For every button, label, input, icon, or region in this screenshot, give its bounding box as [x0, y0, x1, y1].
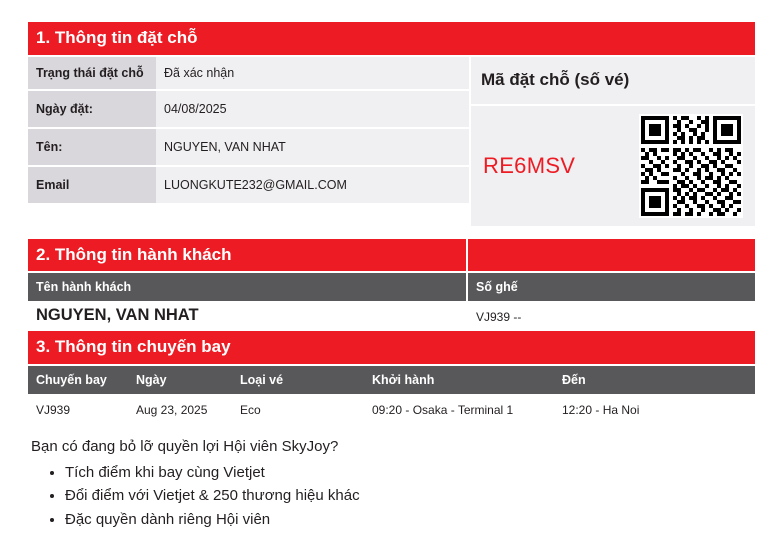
pnr-code: RE6MSV [483, 152, 576, 178]
table-row [28, 394, 755, 424]
list-item: • Đổi điểm với Vietjet & 250 thương hiệu khác [65, 484, 755, 508]
table-row [28, 57, 469, 91]
booking-details-table [28, 57, 469, 226]
date-column-header: Ngày [128, 366, 232, 394]
booking-name-value: NGUYEN, VAN NHAT [156, 129, 469, 165]
section-3-title: 3. Thông tin chuyến bay [36, 337, 231, 357]
passenger-name-column-header: Tên hành khách [28, 273, 468, 301]
booking-status-value: Đã xác nhận [156, 57, 469, 89]
booking-info-wrapper [28, 57, 755, 226]
arrival-value: 12:20 - Ha Noi [562, 402, 640, 417]
skyjoy-promo-block [28, 438, 755, 532]
pnr-panel [471, 57, 755, 226]
pnr-body [471, 106, 755, 226]
flight-table [28, 366, 755, 424]
flight-number-value: VJ939 [36, 402, 71, 417]
section-3-header [28, 331, 755, 364]
section-2-header-right [468, 239, 755, 272]
table-row [28, 167, 469, 205]
booking-confirmation-page [0, 22, 783, 543]
booking-email-value: LUONGKUTE232@GMAIL.COM [156, 167, 469, 203]
fare-column-header: Loại vé [232, 366, 364, 394]
qr-code-icon [639, 114, 743, 218]
passenger-seat-value: VJ939 -- [476, 310, 522, 325]
section-1-header [28, 22, 755, 55]
promo-title: Bạn có đang bỏ lỡ quyền lợi Hội viên SkyJoy? [31, 437, 339, 455]
booking-date-label: Ngày đặt: [28, 91, 156, 127]
booking-email-label: Email [28, 167, 156, 203]
passenger-name-value: NGUYEN, VAN NHAT [36, 306, 199, 325]
section-2-header [28, 239, 755, 272]
fare-type-value: Eco [240, 402, 261, 417]
booking-date-value: 04/08/2025 [156, 91, 469, 127]
flight-table-header-row [28, 366, 755, 394]
list-item: • Tích điểm khi bay cùng Vietjet [65, 461, 755, 485]
flight-column-header: Chuyến bay [28, 366, 128, 394]
departure-column-header: Khởi hành [364, 366, 554, 394]
table-row [28, 129, 469, 167]
section-2-title: 2. Thông tin hành khách [28, 239, 468, 272]
departure-value: 09:20 - Osaka - Terminal 1 [372, 402, 514, 417]
table-row [28, 91, 469, 129]
arrival-column-header: Đến [554, 366, 755, 394]
passenger-seat-column-header: Số ghế [468, 273, 755, 301]
section-1-title: 1. Thông tin đặt chỗ [36, 28, 198, 47]
booking-name-label: Tên: [28, 129, 156, 165]
table-row [28, 302, 755, 327]
flight-date-value: Aug 23, 2025 [136, 402, 208, 417]
promo-benefit-list [31, 461, 755, 532]
list-item: • Đặc quyền dành riêng Hội viên [65, 508, 755, 532]
passenger-table-header [28, 273, 755, 301]
booking-status-label: Trạng thái đặt chỗ [28, 57, 156, 89]
pnr-title: Mã đặt chỗ (số vé) [471, 57, 755, 104]
